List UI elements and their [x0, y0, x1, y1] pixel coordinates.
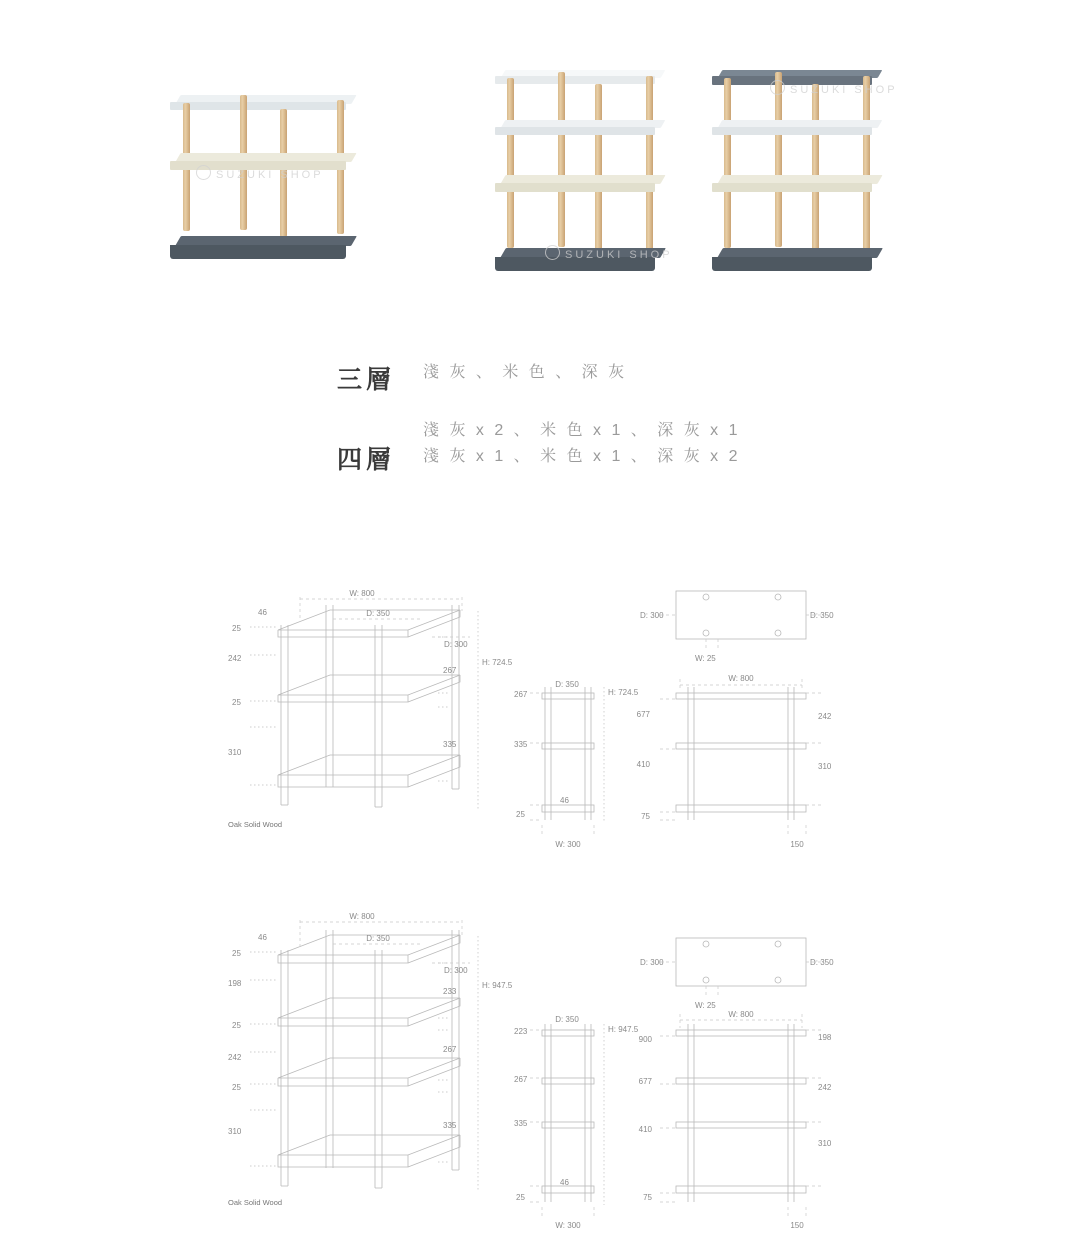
dim-side-2: 267 [514, 1075, 528, 1084]
product-three-tier [170, 95, 370, 280]
shelf-board-top-front [170, 102, 346, 110]
spec-value-line: 淺 灰 、 米 色 、 深 灰 [423, 364, 628, 381]
product-four-tier-b [712, 70, 892, 285]
dim-h: H: 724.5 [482, 658, 513, 667]
dim-right-3: 335 [443, 1121, 457, 1130]
dim-left-1: 25 [232, 949, 241, 958]
leg-post-2 [775, 72, 782, 247]
spec-value-line: 淺 灰 x 1 、 米 色 x 1 、 深 灰 x 2 [423, 448, 741, 465]
watermark-ring-icon [196, 165, 211, 180]
dim-top-w25: W: 25 [695, 654, 716, 663]
dim-side-3: 25 [516, 810, 525, 819]
leg-post-1 [724, 78, 731, 248]
leg-post-4 [646, 76, 653, 251]
dim-front-l2: 410 [636, 760, 650, 769]
dim-front-l1: 677 [636, 710, 650, 719]
dim-front-l2: 677 [638, 1077, 652, 1086]
front-view-3 [637, 674, 832, 849]
dim-side-d350: D: 350 [555, 680, 579, 689]
dim-side-d350: D: 350 [555, 1015, 579, 1024]
perspective-view-3 [228, 589, 513, 829]
dim-front-l1: 900 [638, 1035, 652, 1044]
dim-front-l4: 75 [643, 1193, 652, 1202]
leg-post-4 [863, 76, 870, 251]
dim-d350: D: 350 [366, 609, 390, 618]
drawing-four-tier-svg [0, 900, 1065, 1230]
shelf-board-3-front [495, 183, 655, 192]
drawing-three-tier [0, 575, 1065, 850]
watermark-ring-icon [545, 245, 560, 260]
dim-side-3: 335 [514, 1119, 528, 1128]
dim-w800: W: 800 [349, 589, 375, 598]
dim-front-w: W: 800 [728, 674, 754, 683]
drawing-four-tier [0, 900, 1065, 1230]
dim-side-w: W: 300 [555, 840, 581, 849]
leg-post-3 [812, 84, 819, 254]
dim-left-2: 198 [228, 979, 242, 988]
spec-list [0, 360, 1065, 490]
dim-right-2: 335 [443, 740, 457, 749]
dim-front-r2: 242 [818, 1083, 832, 1092]
dim-side-46: 46 [560, 796, 569, 805]
shelf-board-4-front [712, 257, 872, 271]
dim-d300: D: 300 [444, 966, 468, 975]
dim-w800: W: 800 [349, 912, 375, 921]
dim-left-4: 242 [228, 1053, 242, 1062]
material-note: Oak Solid Wood [228, 1198, 283, 1207]
dim-left-1: 25 [232, 624, 241, 633]
watermark-middle: SUZUKI SHOP [545, 245, 673, 261]
dim-front-l3: 75 [641, 812, 650, 821]
drawing-three-tier-svg [0, 575, 1065, 850]
top-view-3 [640, 591, 834, 663]
dim-front-r3: 310 [818, 1139, 832, 1148]
product-photo-area [0, 0, 1065, 340]
dim-top-small: 46 [258, 933, 267, 942]
dim-top-d350: D: 350 [810, 611, 834, 620]
dim-side-4: 25 [516, 1193, 525, 1202]
dim-top-small: 46 [258, 608, 267, 617]
side-view-4 [514, 1015, 639, 1230]
shelf-board-3-front [712, 183, 872, 192]
dim-left-3: 25 [232, 1021, 241, 1030]
spec-values-four-tier [423, 418, 741, 470]
dim-side-46: 46 [560, 1178, 569, 1187]
dim-side-w: W: 300 [555, 1221, 581, 1230]
spec-value-line: 淺 灰 x 2 、 米 色 x 1 、 深 灰 x 1 [423, 422, 741, 439]
dim-side-h: H: 947.5 [608, 1025, 639, 1034]
shelf-board-2-front [712, 127, 872, 135]
dim-top-d300: D: 300 [640, 611, 664, 620]
spec-row-four-tier [0, 418, 1065, 476]
dim-front-w: W: 800 [728, 1010, 754, 1019]
dim-left-6: 310 [228, 1127, 242, 1136]
dim-right-1: 233 [443, 987, 457, 996]
dim-right-2: 267 [443, 1045, 457, 1054]
spec-label-three-tier: 三層 [336, 366, 395, 394]
shelf-board-1-front [495, 76, 655, 84]
leg-post-1 [507, 78, 514, 248]
dim-side-2: 335 [514, 740, 528, 749]
dim-d350: D: 350 [366, 934, 390, 943]
material-note: Oak Solid Wood [228, 820, 283, 829]
dim-d300: D: 300 [444, 640, 468, 649]
dim-front-r1: 198 [818, 1033, 832, 1042]
dim-top-w25: W: 25 [695, 1001, 716, 1010]
spec-row-three-tier [0, 360, 1065, 396]
dim-side-1: 223 [514, 1027, 528, 1036]
side-view-3 [514, 680, 639, 849]
dim-front-l3: 410 [638, 1125, 652, 1134]
perspective-view-4 [228, 912, 513, 1207]
watermark-ring-icon [770, 80, 785, 95]
dim-top-d300: D: 300 [640, 958, 664, 967]
watermark-left: SUZUKI SHOP [196, 165, 324, 181]
dim-left-5: 25 [232, 1083, 241, 1092]
leg-post-3 [595, 84, 602, 254]
front-view-4 [639, 1010, 832, 1230]
dim-h: H: 947.5 [482, 981, 513, 990]
dim-front-bottom: 150 [790, 840, 804, 849]
dim-top-d350: D: 350 [810, 958, 834, 967]
spec-label-four-tier: 四層 [336, 446, 395, 474]
dim-left-4: 310 [228, 748, 242, 757]
dim-front-bottom: 150 [790, 1221, 804, 1230]
dim-front-r2: 310 [818, 762, 832, 771]
dim-left-3: 25 [232, 698, 241, 707]
dim-right-1: 267 [443, 666, 457, 675]
watermark-right: SUZUKI SHOP [770, 80, 898, 96]
leg-post-2 [558, 72, 565, 247]
dim-side-1: 267 [514, 690, 528, 699]
shelf-board-bottom-front [170, 245, 346, 259]
spec-values-three-tier [423, 360, 627, 386]
dim-left-2: 242 [228, 654, 242, 663]
dim-front-r1: 242 [818, 712, 832, 721]
top-view-4 [640, 938, 834, 1010]
dim-side-h: H: 724.5 [608, 688, 639, 697]
shelf-board-2-front [495, 127, 655, 135]
